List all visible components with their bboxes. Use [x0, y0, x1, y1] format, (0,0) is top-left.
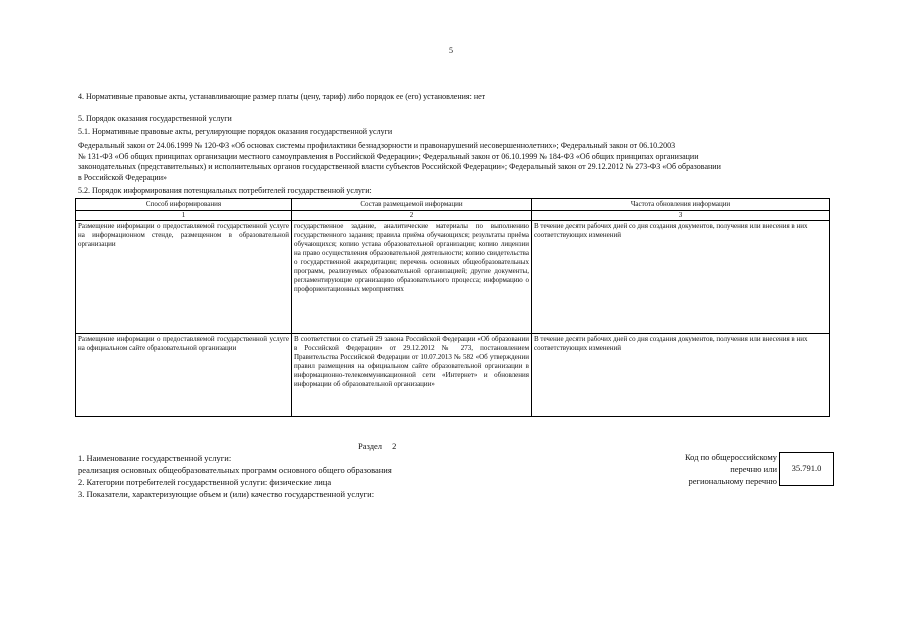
- table-row: [76, 221, 830, 334]
- service-name: реализация основных общеобразовательных программ основного общего образования: [78, 465, 392, 475]
- consumer-categories: 2. Категории потребителей государственной услуги: физические лица: [78, 477, 332, 487]
- table-row: [76, 334, 830, 417]
- cell-content: государственное задание, аналитические материалы по выполнению государственного задания; правила приёма обучающихся; результаты приёма обучающихся; копию устава образовательной организации; копию лицензии на право осуществления образовательной деятельности; копию свидетельства о государственной аккредитации; перечень основных общеобразовательных программ, реализуемых образовательной организацией; другие документы, регламентирующие организацию образовательного процесса; информацию о профориентационных мероприятиях: [292, 221, 532, 334]
- laws-line: законодательных (представительных) и исполнительных органов государственной власти субъектов Российской Федерации»; Федеральный закон от 29.12.2012 № 273-ФЗ «Об образовании: [78, 162, 721, 171]
- code-value-box: 35.791.0: [779, 452, 834, 486]
- table-number-row: [76, 211, 830, 221]
- section-heading: Раздел 2: [358, 441, 397, 451]
- section-5-2-title: 5.2. Порядок информирования потенциальных потребителей государственной услуги:: [78, 186, 372, 195]
- code-label: региональному перечню: [688, 476, 777, 486]
- indicators-title: 3. Показатели, характеризующие объем и (или) качество государственной услуги:: [78, 489, 375, 499]
- header-content: Состав размещаемой информации: [292, 199, 532, 211]
- laws-paragraph: [78, 141, 838, 183]
- column-number: 1: [76, 211, 292, 221]
- laws-line: в Российской Федерации»: [78, 172, 167, 182]
- header-frequency: Частота обновления информации: [532, 199, 830, 211]
- cell-method: Размещение информации о предоставляемой государственной услуге на информационном стенде, размещенном в образовательной организации: [76, 221, 292, 334]
- code-label: перечню или: [730, 464, 777, 474]
- section-4-fees: 4. Нормативные правовые акты, устанавливающие размер платы (цену, тариф) либо порядок ее (его) установления: нет: [78, 92, 486, 101]
- laws-line: Федеральный закон от 24.06.1999 № 120-ФЗ «Об основах системы профилактики безнадзорности и правонарушений несовершеннолетних»; Федеральный закон от 06.10.2003: [78, 141, 676, 150]
- column-number: 3: [532, 211, 830, 221]
- cell-method: Размещение информации о предоставляемой государственной услуге на официальном сайте образовательной организации: [76, 334, 292, 417]
- information-table: [75, 198, 830, 417]
- service-name-label: 1. Наименование государственной услуги:: [78, 453, 232, 463]
- page-number: 5: [449, 46, 453, 55]
- header-method: Способ информирования: [76, 199, 292, 211]
- cell-frequency: В течение десяти рабочих дней со дня создания документов, получения или внесения в них соответствующих изменений: [532, 334, 830, 417]
- laws-line: № 131-ФЗ «Об общих принципах организации местного самоуправления в Российской Федерации»; Федеральный закон от 06.10.1999 № 184-ФЗ «Об общих принципах организации: [78, 151, 699, 161]
- section-5-title: 5. Порядок оказания государственной услуги: [78, 114, 232, 123]
- column-number: 2: [292, 211, 532, 221]
- section-5-1-title: 5.1. Нормативные правовые акты, регулирующие порядок оказания государственной услуги: [78, 127, 393, 136]
- cell-content: В соответствии со статьей 29 закона Российской Федерации «Об образовании в Российской Федерации» от 29.12.2012 № 273, постановлением Правительства Российской Федерации от 10.07.2013 № 582 «Об утверждении правил размещения на официальном сайте образовательной организации в информационно-телекоммуникационной сети «Интернет» и обновления информации об образовательной организации»: [292, 334, 532, 417]
- table-header-row: [76, 199, 830, 211]
- cell-frequency: В течение десяти рабочих дней со дня создания документов, получения или внесения в них соответствующих изменений: [532, 221, 830, 334]
- code-label: Код по общероссийскому: [684, 452, 777, 462]
